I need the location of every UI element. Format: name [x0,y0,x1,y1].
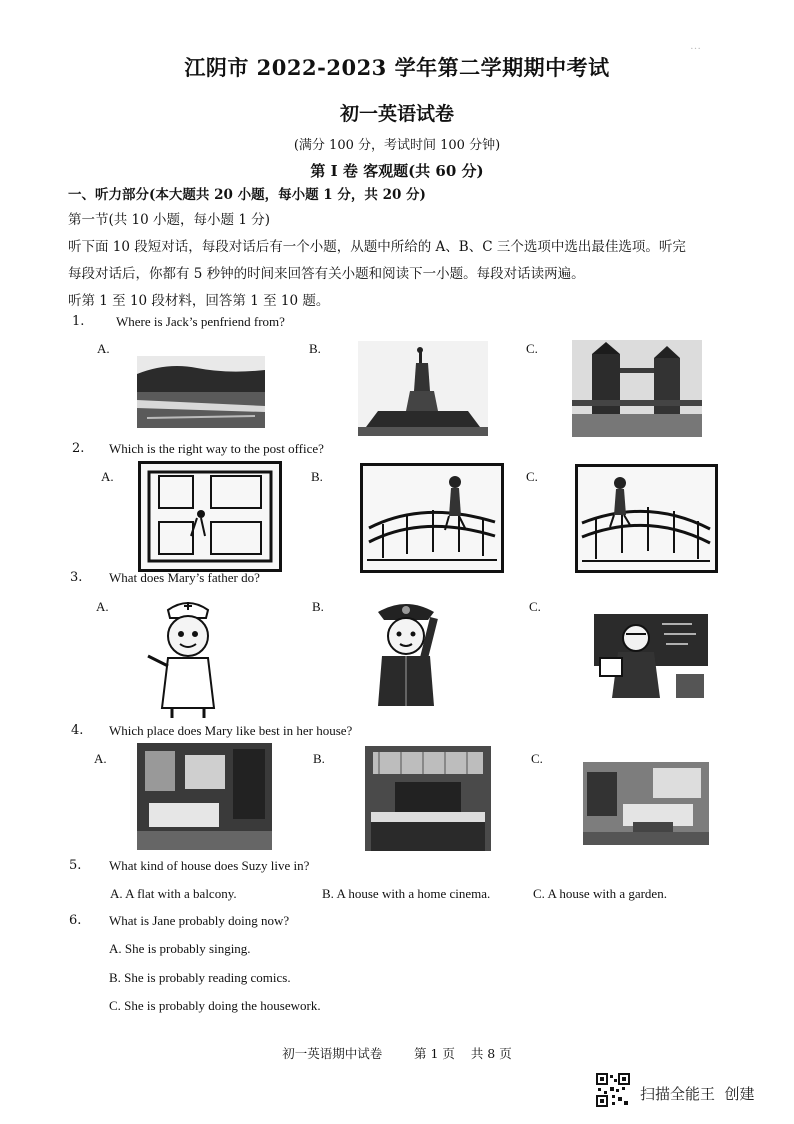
living-room-photo [583,762,709,845]
question-text: Which is the right way to the post office? [109,441,324,456]
option-text: A. A flat with a balcony. [110,886,237,901]
teacher-cartoon [592,612,710,702]
bridge-man-drawing-c [575,464,718,573]
kitchen-photo [365,746,491,851]
instruction-line-3: 听第 1 至 10 段材料，回答第 1 至 10 题。 [68,293,330,309]
option-text: C. She is probably doing the housework. [109,998,321,1013]
option-label: A. [97,341,110,356]
option-text: A. She is probably singing. [109,941,251,956]
police-officer-cartoon [368,594,444,712]
score-time-note: (满分 100 分，考试时间 100 分钟) [293,138,501,153]
option-label: B. [312,599,324,614]
question-text: What kind of house does Suzy live in? [109,858,310,873]
option-label: B. [313,751,325,766]
lake-mountain-photo [137,356,265,428]
instruction-line-1: 听下面 10 段短对话，每段对话后有一个小题，从题中所给的 A、B、C 三个选项中选出最佳选项。听完 [68,239,686,255]
question-number: 2. [72,441,85,456]
option-label: C. [529,599,541,614]
option-label: A. [96,599,109,614]
instruction-line-2: 每段对话后，你都有 5 秒钟的时间来回答有关小题和阅读下一小题。每段对话读两遍。 [68,266,585,282]
option-label: A. [101,469,114,484]
question-number: 5. [69,858,82,873]
question-text: Where is Jack’s penfriend from? [116,314,285,329]
option-text: C. A house with a garden. [533,886,667,901]
option-label: C. [526,469,538,484]
paper-subtitle: 初一英语试卷 [339,103,454,125]
option-label: A. [94,751,107,766]
bleed-through-text: … [690,40,701,52]
option-label: B. [309,341,321,356]
option-text: B. A house with a home cinema. [322,886,491,901]
exam-title: 江阴市 2022-2023 学年第二学期期中考试 [184,55,610,80]
question-number: 3. [70,570,83,585]
tower-bridge-photo [572,340,702,437]
statue-of-liberty-photo [358,341,488,436]
bridge-man-drawing-b [360,463,504,573]
page-footer: 初一英语期中试卷 第 1 页 共 8 页 [282,1046,512,1061]
part-heading: 第 I 卷 客观题(共 60 分) [310,162,484,180]
question-text: Which place does Mary like best in her house? [109,723,353,738]
question-number: 4. [71,723,84,738]
bathroom-photo [137,743,272,850]
question-number: 6. [69,913,82,928]
question-text: What is Jane probably doing now? [109,913,290,928]
option-label: B. [311,469,323,484]
doctor-cartoon [138,596,238,720]
scanner-watermark: 扫描全能王 创建 [640,1085,755,1103]
listening-heading: 一、听力部分(本大题共 20 小题，每小题 1 分，共 20 分) [68,187,426,203]
street-map-drawing [138,461,282,572]
option-label: C. [526,341,538,356]
option-text: B. She is probably reading comics. [109,970,291,985]
question-text: What does Mary’s father do? [109,570,260,585]
qr-code-icon [596,1073,630,1107]
question-number: 1. [72,314,85,329]
section-heading: 第一节(共 10 小题，每小题 1 分) [68,212,270,228]
option-label: C. [531,751,543,766]
